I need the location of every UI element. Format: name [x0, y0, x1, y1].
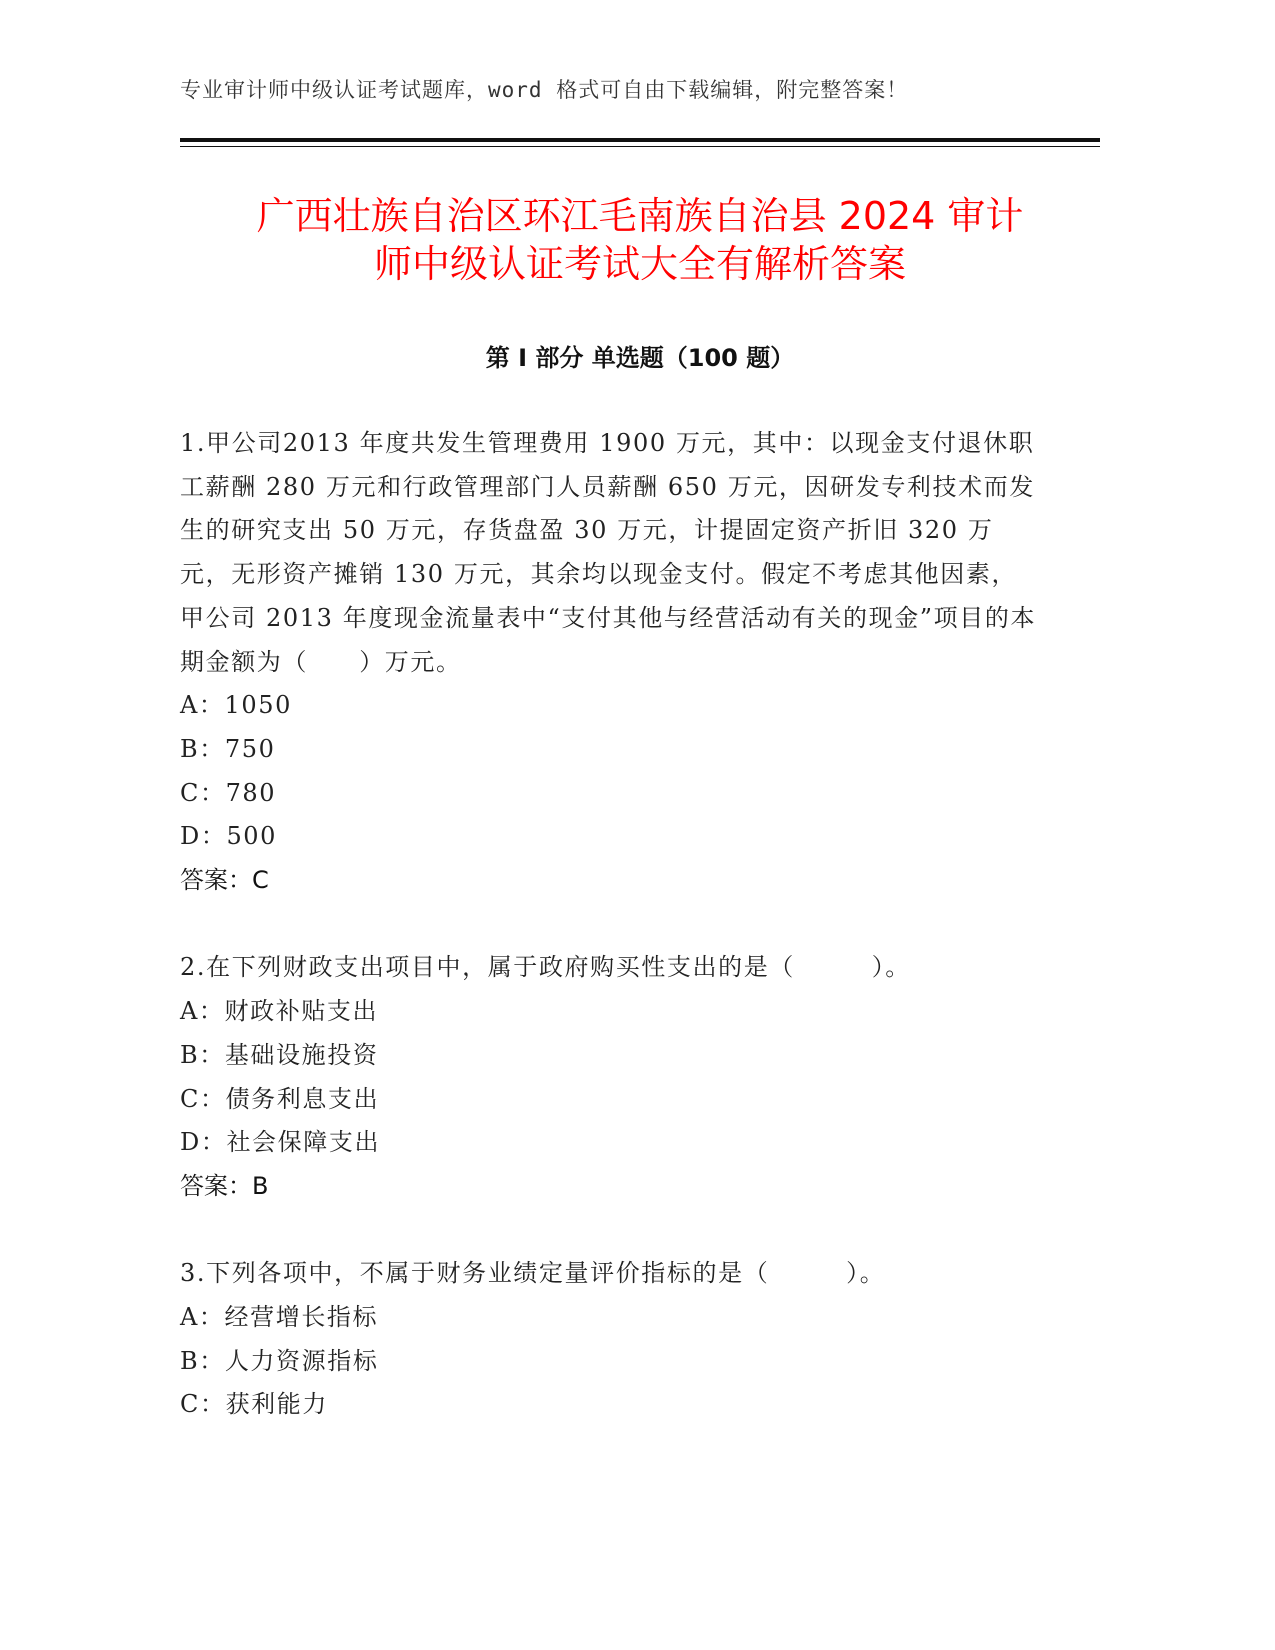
question-2 [180, 946, 1040, 1208]
document-title-line-1: 广西壮族自治区环江毛南族自治县 2024 审计 [256, 194, 1024, 238]
option-b: B：基础设施投资 [180, 1040, 379, 1069]
answer: 答案：B [180, 1171, 269, 1200]
option-b: B：750 [180, 734, 276, 763]
question-1 [180, 422, 1040, 903]
option-a: A：财政补贴支出 [180, 997, 379, 1026]
option-d: D：社会保障支出 [180, 1128, 381, 1157]
spacer [180, 903, 1040, 947]
option-a: A：1050 [180, 691, 293, 720]
option-b: B：人力资源指标 [180, 1346, 379, 1375]
option-c: C：获利能力 [180, 1390, 328, 1419]
option-c: C：债务利息支出 [180, 1084, 380, 1113]
question-stem: 2.在下列财政支出项目中，属于政府购买性支出的是（ ）。 [180, 953, 911, 982]
document-title [150, 192, 1130, 288]
header-rule-thin [180, 146, 1100, 147]
section-heading: 第 I 部分 单选题（100 题） [485, 344, 795, 372]
header-rule-thick [180, 138, 1100, 142]
question-stem: 1.甲公司2013 年度共发生管理费用 1900 万元，其中：以现金支付退休职工薪酬 280 万元和行政管理部门人员薪酬 650 万元，因研发专利技术而发生的研究支出 50 万元，存货盘盈 30 万元，计提固定资产折旧 320 万元，无形资产摊销 130 万元，其余均以现金支付。假定不考虑其他因素，甲公司 2013 年度现金流量表中“支付其他与经营活动有关的现金”项目的本期金额为（ ）万元。 [180, 429, 1037, 676]
answer: 答案：C [180, 866, 269, 895]
question-3 [180, 1252, 1040, 1427]
document-title-line-2: 师中级认证考试大全有解析答案 [373, 242, 906, 286]
header-note: 专业审计师中级认证考试题库，word 格式可自由下载编辑，附完整答案！ [180, 78, 909, 102]
option-c: C：780 [180, 778, 277, 807]
spacer [180, 1209, 1040, 1253]
question-list [180, 422, 1040, 1427]
option-d: D：500 [180, 822, 278, 851]
option-a: A：经营增长指标 [180, 1303, 379, 1332]
question-stem: 3.下列各项中，不属于财务业绩定量评价指标的是（ ）。 [180, 1259, 886, 1288]
